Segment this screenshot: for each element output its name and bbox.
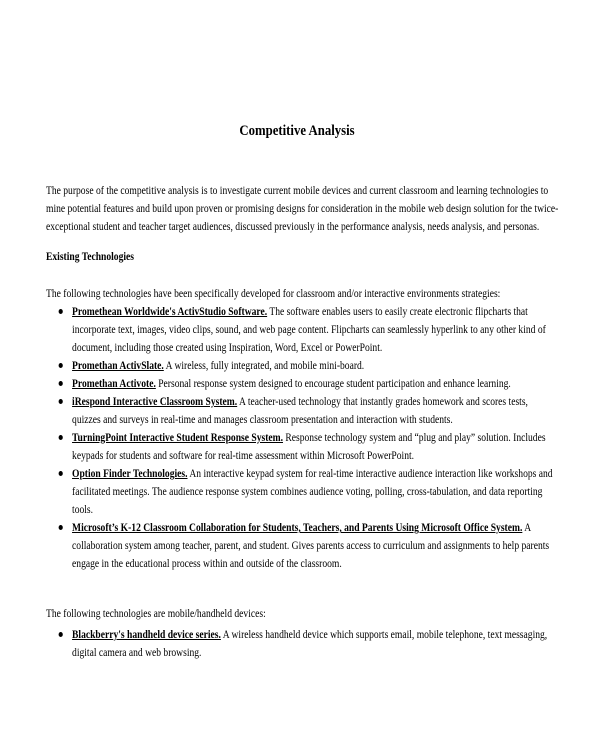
page-title: Competitive Analysis: [239, 123, 355, 139]
bullet-icon: [59, 399, 63, 404]
bullet-icon: [59, 471, 63, 476]
item-line: engage in the educational process within and outside of the classroom.: [72, 558, 342, 570]
bullet-icon: [59, 632, 63, 637]
intro-line: mine potential features and build upon proven or promising designs for consideration in the mobile web design solution for the twice-: [46, 203, 559, 215]
list-item: [46, 429, 553, 465]
item-line: quizzes and surveys in real-time and manages classroom presentation and interaction with students.: [72, 414, 453, 426]
item-title: Blackberry's handheld device series.: [72, 629, 221, 641]
list-item: [46, 357, 553, 375]
mobile-lead: The following technologies are mobile/handheld devices:: [46, 608, 266, 620]
list-item: [46, 393, 553, 429]
list-item: [46, 303, 553, 357]
item-line: The software enables users to easily create electronic flipcharts that: [267, 306, 528, 318]
item-line: A teacher-used technology that instantly grades homework and scores tests,: [237, 396, 528, 408]
item-title: Promethean Worldwide's ActivStudio Software.: [72, 306, 268, 318]
intro-line: The purpose of the competitive analysis is to investigate current mobile devices and current classroom and learning technologies to: [46, 185, 549, 197]
item-line: An interactive keypad system for real-time interactive audience interaction like workshops and: [187, 468, 553, 480]
item-line: collaboration system among teacher, parent, and student. Gives parents access to curriculum and assignments to help parents: [72, 540, 550, 552]
item-line: A wireless, fully integrated, and mobile mini-board.: [163, 360, 365, 372]
item-title: Promethan Activote.: [72, 378, 156, 390]
item-line: A wireless handheld device which supports email, mobile telephone, text messaging,: [220, 629, 548, 641]
bullet-icon: [59, 381, 63, 386]
item-title: Promethan ActivSlate.: [72, 360, 164, 372]
bullet-icon: [59, 525, 63, 530]
classroom-technology-list: [46, 303, 553, 573]
list-item: [46, 519, 553, 573]
item-line: incorporate text, images, video clips, sound, and web page content. Flipcharts can seamlessly hyperlink to any other kind of: [72, 324, 546, 336]
bullet-icon: [59, 309, 63, 314]
item-line: keypads for students and software for real-time assessment within Microsoft PowerPoint.: [72, 450, 415, 462]
section-heading: Existing Technologies: [46, 251, 135, 263]
list-item: [46, 375, 553, 393]
item-title: TurningPoint Interactive Student Response System.: [72, 432, 283, 444]
list-item: [46, 626, 547, 662]
item-title: Microsoft’s K-12 Classroom Collaboration for Students, Teachers, and Parents Using Microsoft Office System.: [72, 522, 523, 534]
item-line: facilitated meetings. The audience response system combines audience voting, polling, cross-tabulation, and data reporting: [72, 486, 543, 498]
item-line: Personal response system designed to encourage student participation and enhance learning.: [155, 378, 511, 390]
classroom-lead: The following technologies have been specifically developed for classroom and/or interactive environments strategies:: [46, 288, 501, 300]
list-item: [46, 465, 553, 519]
bullet-icon: [59, 363, 63, 368]
bullet-icon: [59, 435, 63, 440]
item-line: Response technology system and “plug and play” solution. Includes: [282, 432, 546, 444]
item-line: A: [522, 522, 532, 534]
item-line: digital camera and web browsing.: [72, 647, 202, 659]
intro-paragraph: [46, 182, 558, 236]
item-line: tools.: [72, 504, 94, 516]
item-title: Option Finder Technologies.: [72, 468, 188, 480]
item-title: iRespond Interactive Classroom System.: [72, 396, 238, 408]
mobile-technology-list: [46, 626, 547, 662]
intro-line: exceptional student and teacher target audiences, discussed previously in the performance analysis, needs analysis, and personas.: [46, 221, 540, 233]
item-line: document, including those created using Inspiration, Word, Excel or PowerPoint.: [72, 342, 383, 354]
